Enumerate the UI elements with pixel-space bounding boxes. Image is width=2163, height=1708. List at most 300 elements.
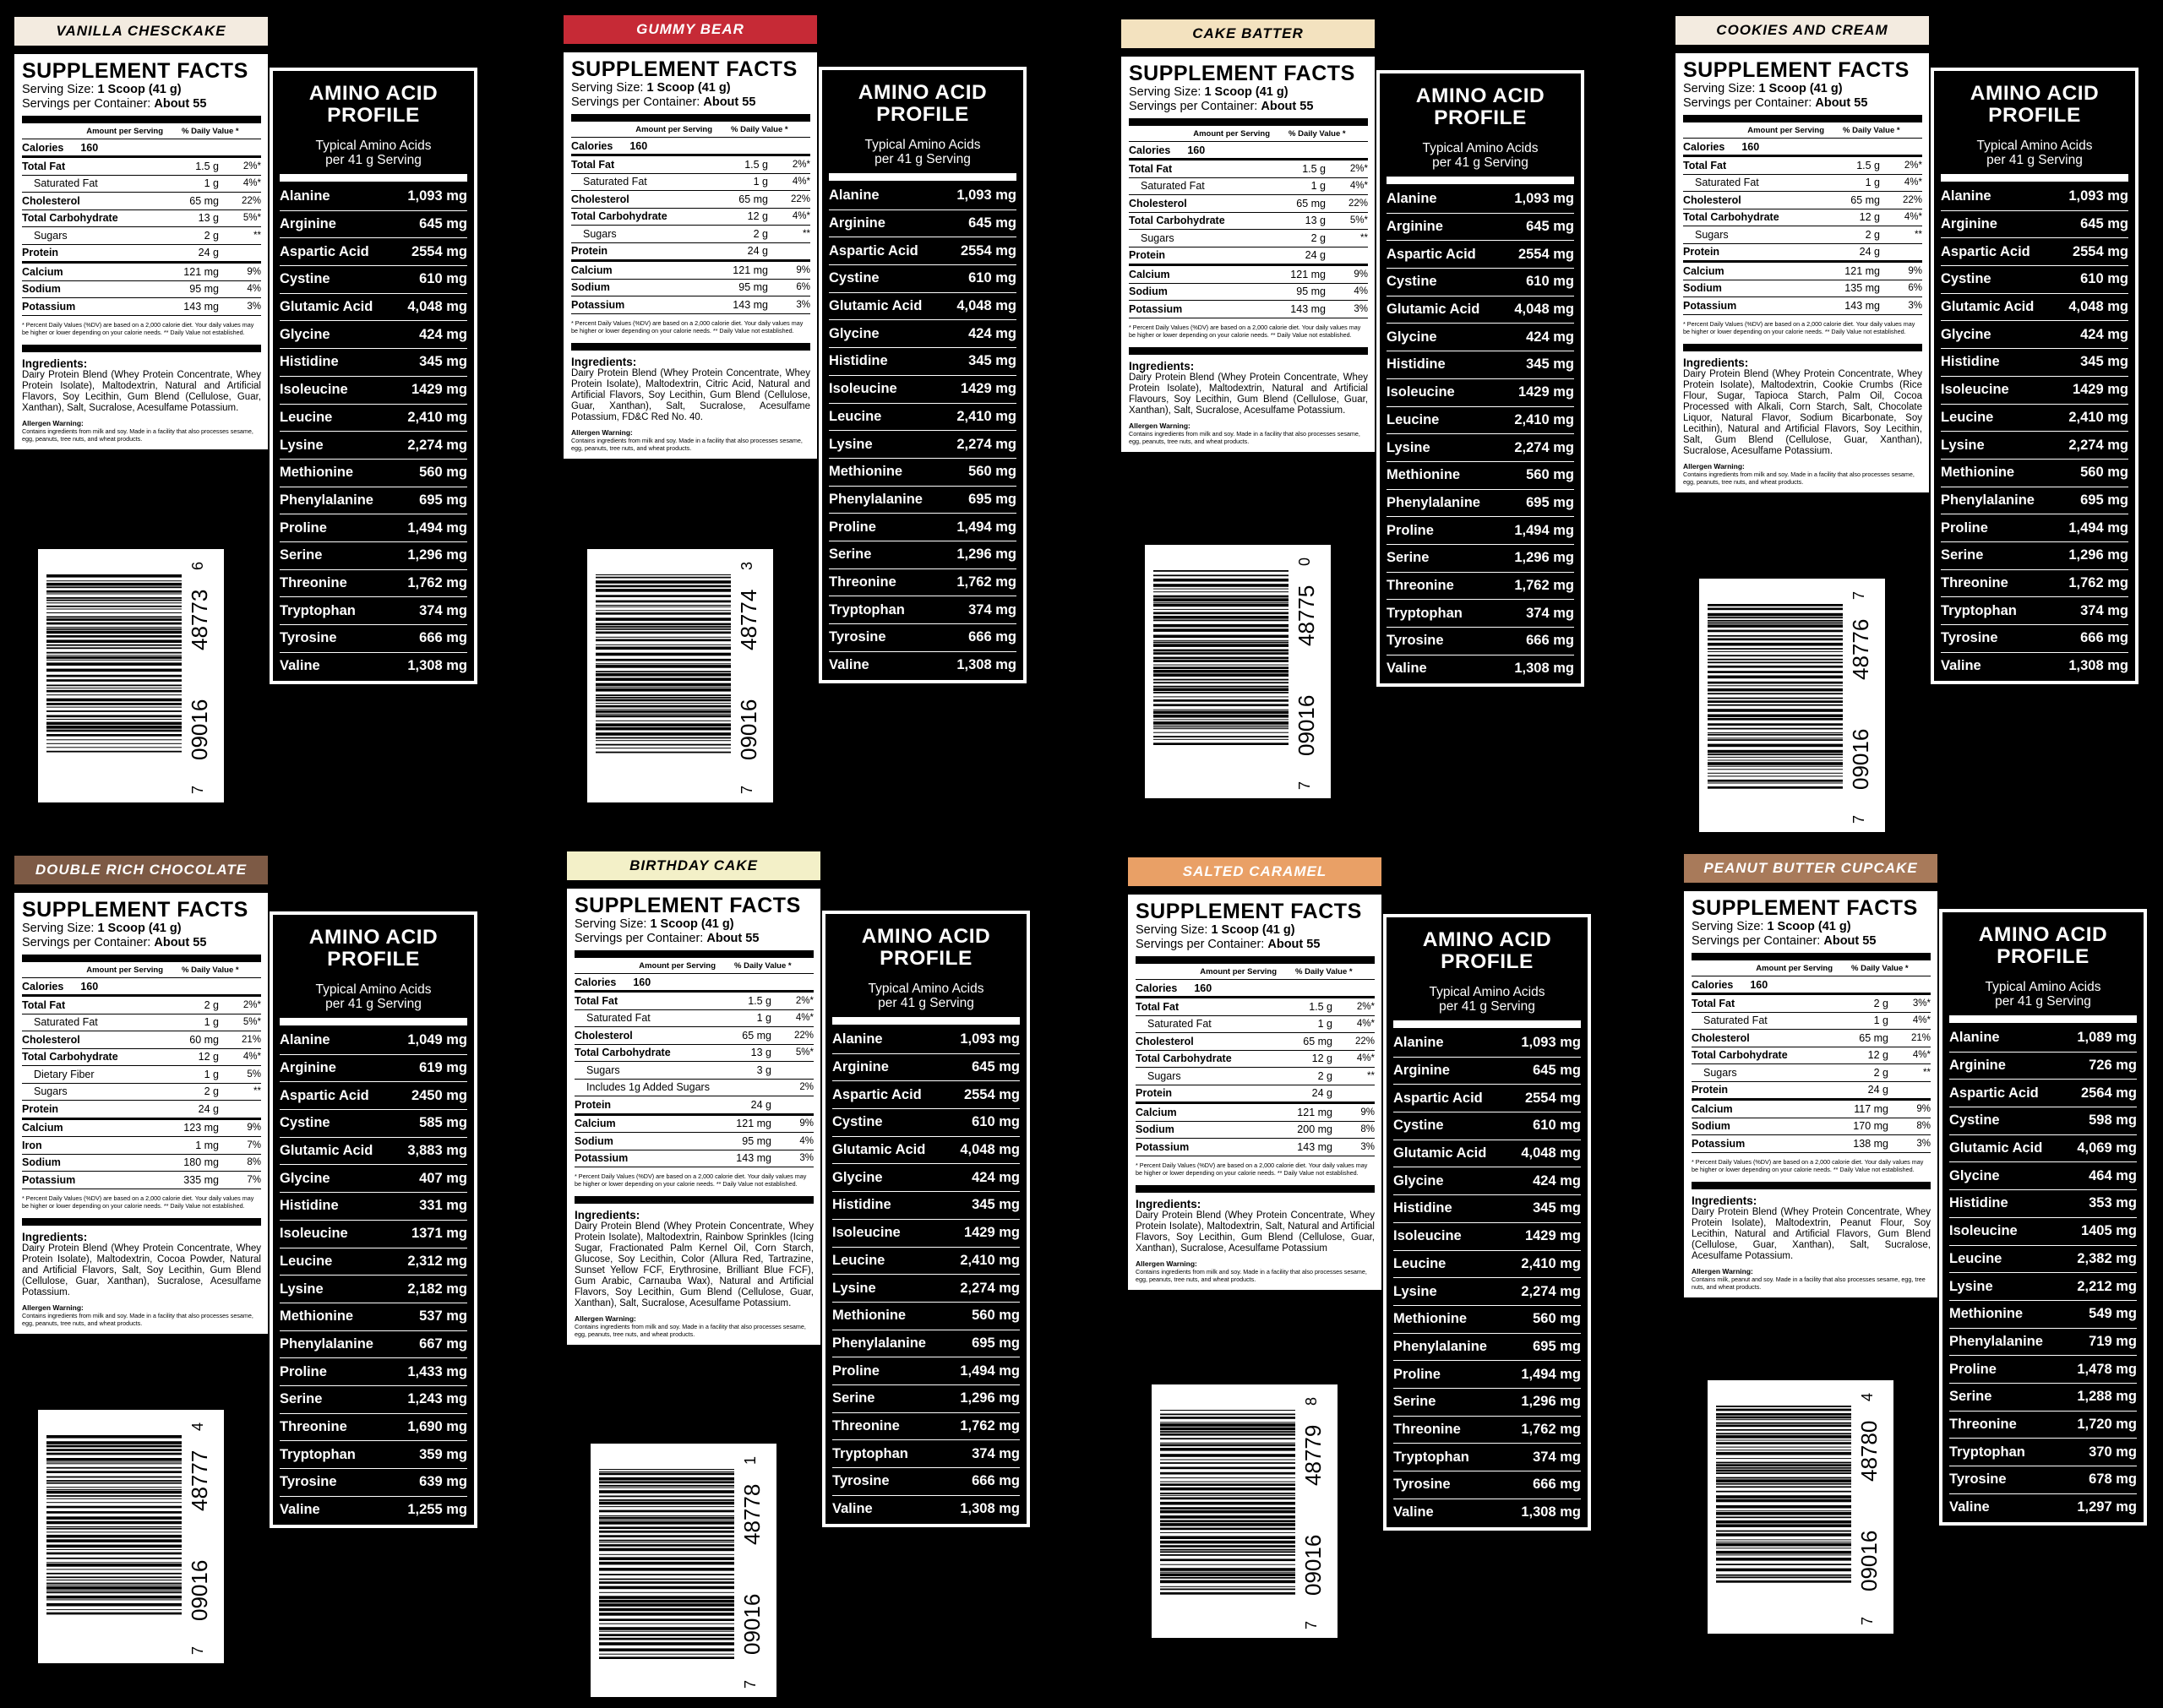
servings-label: Servings per Container: <box>571 95 700 109</box>
barcode-bar <box>46 656 182 659</box>
servings-label: Servings per Container: <box>575 932 704 945</box>
nutrient-label: Sodium <box>1683 282 1722 295</box>
amino-name: Glycine <box>829 325 880 341</box>
amino-value: 1,093 mg <box>1514 191 1574 207</box>
barcode-bar <box>1153 711 1289 715</box>
servings-value: About 55 <box>154 936 207 949</box>
barcode-bar <box>1716 1419 1851 1420</box>
nutrient-daily-value: 4%* <box>1912 1050 1931 1061</box>
amino-name: Aspartic Acid <box>1941 243 2030 259</box>
amino-name: Proline <box>829 519 876 535</box>
amino-value: 345 mg <box>968 353 1016 369</box>
nutrient-label: Cholesterol <box>1683 193 1741 206</box>
amino-name: Tyrosine <box>280 1474 337 1490</box>
column-header <box>22 123 261 139</box>
nutrient-daily-value: 22% <box>793 1030 814 1041</box>
barcode-bar <box>1716 1524 1851 1527</box>
nutrient-row <box>22 1120 261 1138</box>
amino-row <box>832 1303 1020 1330</box>
amino-name: Proline <box>1393 1366 1441 1382</box>
amino-row <box>829 237 1016 265</box>
amino-value: 424 mg <box>1526 329 1574 345</box>
nutrient-amount: 65 mg <box>1303 1035 1332 1047</box>
column-header <box>22 962 261 978</box>
nutrient-amount: 135 mg <box>1844 282 1880 295</box>
barcode-bar <box>599 1517 734 1520</box>
amino-name: Valine <box>829 657 869 673</box>
amino-name: Tyrosine <box>829 629 886 645</box>
amino-name: Leucine <box>1949 1250 2002 1266</box>
barcode-bar <box>599 1506 734 1507</box>
amino-value: 666 mg <box>1526 633 1574 649</box>
amino-row <box>829 596 1016 624</box>
barcode-digits: 09016 <box>187 1559 212 1621</box>
barcode-bar <box>46 1511 182 1514</box>
barcode-bar <box>46 722 182 726</box>
allergen-text: Contains ingredients from milk and soy. Made in a facility that also processes sesame, egg, peanuts, tree nuts, and wheat products. <box>22 1311 253 1327</box>
supplement-facts-title: SUPPLEMENT FACTS <box>571 57 798 81</box>
barcode-bar <box>46 639 182 643</box>
serving-size-value: 1 Scoop (41 g) <box>1204 85 1289 99</box>
amino-value: 3,883 mg <box>407 1143 467 1159</box>
nutrient-daily-value: 5%* <box>242 213 261 224</box>
amino-list <box>1393 1030 1581 1526</box>
amino-value: 2554 mg <box>2072 243 2128 259</box>
nutrient-amount: 117 mg <box>1854 1102 1888 1115</box>
amino-name: Cystine <box>1949 1112 2000 1129</box>
amino-subtitle-line: per 41 g Serving <box>1986 153 2083 167</box>
flavor-banner: COOKIES AND CREAM <box>1675 16 1929 45</box>
amino-row <box>1941 570 2128 598</box>
amino-row <box>832 1081 1020 1109</box>
nutrient-row <box>1136 1122 1375 1140</box>
ingredients-text: Dairy Protein Blend (Whey Protein Concentrate, Whey Protein Isolate), Maltodextrin, Natural and Artificial Flavours, Soy Lecithin, Gum Blend (Cellulose, Guar, Xanthan), Salt, Sucralose, Acesulfame Potassium. <box>1129 372 1368 416</box>
barcode-bar <box>46 1564 182 1567</box>
amino-row <box>1941 597 2128 625</box>
barcode-bar <box>1160 1510 1295 1514</box>
barcode-bar <box>1153 715 1289 718</box>
amino-value: 726 mg <box>2089 1058 2137 1074</box>
nutrient-amount: 24 g <box>747 245 768 258</box>
amino-name: Valine <box>1393 1504 1434 1520</box>
flavor-banner: DOUBLE RICH CHOCOLATE <box>14 856 268 884</box>
amino-value: 1,762 mg <box>1514 577 1574 593</box>
amino-row <box>1941 405 2128 432</box>
barcode-bar <box>46 730 182 732</box>
amino-value: 695 mg <box>1533 1338 1581 1354</box>
amino-title <box>822 82 1023 126</box>
barcode-bar <box>596 659 731 661</box>
nutrient-label: Total Fat <box>571 158 615 171</box>
column-header <box>1692 960 1931 976</box>
nutrient-amount: 143 mg <box>183 300 219 313</box>
nutrient-daily-value: 2%* <box>242 160 261 171</box>
divider <box>1129 118 1368 126</box>
serving-size-label: Serving Size: <box>575 917 647 931</box>
column-header <box>1136 964 1375 980</box>
barcode-bar <box>599 1531 734 1533</box>
nutrient-label: Sugars <box>1147 1069 1181 1082</box>
amino-title <box>1387 929 1588 973</box>
barcode-bar <box>596 663 731 664</box>
amino-name: Histidine <box>1949 1195 2008 1211</box>
nutrient-label: Cholesterol <box>1129 197 1187 209</box>
nutrient-daily-value: ** <box>1915 229 1922 240</box>
nutrient-daily-value: 3%* <box>1912 998 1931 1009</box>
amino-name: Aspartic Acid <box>1387 246 1476 262</box>
amino-row <box>1949 1301 2137 1329</box>
amino-subtitle-line: per 41 g Serving <box>1432 155 1528 170</box>
amino-row <box>280 597 467 625</box>
amino-name: Leucine <box>280 409 333 425</box>
nutrient-amount: 138 mg <box>1853 1137 1888 1150</box>
barcode-bar <box>46 1599 182 1600</box>
ingredients-heading: Ingredients: <box>1683 356 1749 369</box>
amino-value: 2554 mg <box>1517 246 1574 262</box>
ingredients-heading: Ingredients: <box>22 1230 88 1243</box>
allergen-heading: Allergen Warning: <box>22 1303 84 1312</box>
barcode-bar <box>46 586 182 588</box>
barcode-bar <box>1708 783 1843 784</box>
amino-value: 353 mg <box>2089 1195 2137 1211</box>
upc-barcode <box>1708 1380 1893 1634</box>
amino-subtitle-line: Typical Amino Acids <box>315 982 432 997</box>
barcode-bar <box>1716 1470 1851 1472</box>
nutrient-daily-value: 6% <box>1908 283 1922 294</box>
nutrient-row <box>571 243 810 263</box>
upc-barcode <box>587 549 773 802</box>
amino-value: 1,255 mg <box>407 1502 467 1518</box>
nutrient-amount: 2 g <box>1873 1066 1888 1079</box>
barcode-bar <box>1716 1554 1851 1555</box>
amino-value: 1,308 mg <box>960 1501 1020 1517</box>
barcode-bar <box>1708 682 1843 684</box>
barcode-bar <box>46 1491 182 1494</box>
amino-value: 1429 mg <box>960 381 1016 397</box>
barcode-bar <box>599 1471 734 1472</box>
amino-name: Arginine <box>1941 216 1997 232</box>
amino-name: Glutamic Acid <box>1387 302 1480 318</box>
barcode-bar <box>599 1613 734 1616</box>
nutrient-row <box>22 1172 261 1189</box>
nutrient-label: Total Carbohydrate <box>571 210 667 223</box>
nutrient-label: Potassium <box>1136 1140 1190 1153</box>
servings-per-container <box>1136 938 1375 952</box>
barcode-digits: 4 <box>189 1422 206 1431</box>
amino-name: Valine <box>1949 1499 1990 1515</box>
amino-value: 464 mg <box>2089 1167 2137 1183</box>
barcode-bar <box>1716 1569 1851 1572</box>
nutrient-daily-value: 4%* <box>1349 181 1368 192</box>
supplement-facts-panel <box>1675 53 1929 492</box>
amino-row <box>1393 1112 1581 1140</box>
barcode-bar <box>1708 635 1843 637</box>
amino-value: 1,433 mg <box>407 1363 467 1379</box>
amino-acid-profile <box>1383 914 1591 1531</box>
serving-size-value: 1 Scoop (41 g) <box>1211 923 1295 937</box>
daily-value-note: * Percent Daily Values (%DV) are based on a 2,000 calorie diet. Your daily values may be higher or lower depending on your calorie needs. ** Daily Value not established. <box>1136 1161 1375 1193</box>
calories-label: Calories <box>575 976 617 988</box>
divider <box>22 955 261 962</box>
barcode-bar <box>599 1586 734 1590</box>
amino-name: Arginine <box>280 1060 336 1076</box>
amino-value: 1,296 mg <box>960 1390 1020 1406</box>
amino-value: 1,308 mg <box>956 657 1016 673</box>
amino-name: Cystine <box>280 271 330 287</box>
amino-row <box>1949 1025 2137 1053</box>
amino-row <box>1387 407 1574 435</box>
amino-value: 1405 mg <box>2080 1223 2137 1239</box>
amino-value: 610 mg <box>1526 274 1574 290</box>
amino-value: 2,182 mg <box>407 1281 467 1297</box>
barcode-bar <box>46 662 182 666</box>
amino-subtitle-line: Typical Amino Acids <box>864 138 981 152</box>
nutrient-label: Total Fat <box>1692 997 1735 1009</box>
nutrient-row <box>1129 213 1368 231</box>
amino-name: Valine <box>832 1501 873 1517</box>
amino-row <box>1387 434 1574 462</box>
barcode-bar <box>46 1516 182 1520</box>
barcode-bar <box>1708 676 1843 679</box>
amino-value: 1,093 mg <box>960 1031 1020 1047</box>
amino-value: 2554 mg <box>960 242 1016 258</box>
amino-value: 560 mg <box>972 1308 1020 1324</box>
barcode-bar <box>1708 693 1843 694</box>
amino-value: 598 mg <box>2089 1112 2137 1129</box>
amino-value: 2,212 mg <box>2077 1278 2137 1294</box>
allergen-text: Contains milk, peanut and soy. Made in a facility that also processes sesame, egg, tree nuts, and wheat products. <box>1692 1275 1926 1291</box>
nutrient-amount: 1 g <box>204 1016 219 1029</box>
barcode-bar <box>1160 1507 1295 1509</box>
barcode-bar <box>599 1535 734 1537</box>
barcode-bar <box>599 1574 734 1575</box>
amino-name: Lysine <box>1941 437 1985 453</box>
servings-value: About 55 <box>1823 934 1877 948</box>
amino-subtitle-line: per 41 g Serving <box>1995 994 2091 1009</box>
amino-row <box>832 1413 1020 1441</box>
nutrient-label: Total Carbohydrate <box>1129 215 1225 227</box>
amino-row <box>1393 1278 1581 1306</box>
nutrient-amount: 335 mg <box>183 1173 219 1186</box>
barcode-bar <box>1160 1472 1295 1475</box>
nutrient-daily-value: 6% <box>796 282 810 293</box>
nutrient-daily-value: 4%* <box>795 1013 814 1024</box>
barcode-bar <box>46 1449 182 1451</box>
nutrient-label: Total Fat <box>575 994 618 1007</box>
barcode-bar <box>1160 1460 1295 1461</box>
nutrient-label: Potassium <box>1683 299 1737 312</box>
servings-label: Servings per Container: <box>1683 96 1812 110</box>
amino-value: 4,048 mg <box>1514 302 1574 318</box>
amino-title-line: AMINO ACID <box>308 82 439 105</box>
amino-row <box>1387 655 1574 683</box>
amino-name: Threonine <box>1941 574 2008 590</box>
barcode-bar <box>1716 1495 1851 1499</box>
barcode-bar <box>596 595 731 597</box>
amino-value: 1429 mg <box>1517 384 1574 400</box>
amino-name: Proline <box>832 1363 880 1379</box>
barcode-bar <box>46 647 182 649</box>
barcode-bar <box>46 1609 182 1610</box>
ingredients-heading: Ingredients: <box>575 1209 640 1221</box>
barcode-digits: 09016 <box>736 699 761 760</box>
barcode-bar <box>596 671 731 672</box>
amino-row <box>1941 266 2128 294</box>
amino-name: Lysine <box>280 1281 324 1297</box>
amino-value: 1,093 mg <box>407 188 467 204</box>
amino-name: Methionine <box>1941 465 2015 481</box>
amino-value: 667 mg <box>419 1335 467 1352</box>
flavor-banner: GUMMY BEAR <box>564 15 817 44</box>
supplement-facts-panel <box>567 889 820 1345</box>
calories-label: Calories <box>1683 141 1725 153</box>
nutrient-row <box>575 1062 814 1080</box>
amino-value: 1429 mg <box>411 382 467 398</box>
nutrient-row <box>1692 1135 1931 1153</box>
barcode-bar <box>1708 604 1843 607</box>
nutrient-amount: 2 g <box>204 1085 219 1098</box>
amino-name: Isoleucine <box>1941 382 2009 398</box>
barcode-bar <box>46 1482 182 1484</box>
barcode-bar <box>1716 1406 1851 1407</box>
barcode-bar <box>1153 640 1289 641</box>
serving-size-value: 1 Scoop (41 g) <box>97 922 182 935</box>
barcode-bar <box>599 1581 734 1584</box>
barcode-bar <box>599 1638 734 1640</box>
barcode-bar <box>1160 1444 1295 1447</box>
upc-barcode <box>591 1444 776 1697</box>
barcode-bar <box>1716 1464 1851 1466</box>
amino-name: Histidine <box>280 354 339 370</box>
nutrient-daily-value: 22% <box>1354 1036 1375 1047</box>
amino-name: Lysine <box>832 1280 876 1296</box>
barcode-digits: 4 <box>1859 1392 1876 1401</box>
amino-row <box>832 1137 1020 1165</box>
barcode-bar <box>599 1608 734 1612</box>
amino-title-line: AMINO ACID <box>1422 928 1552 951</box>
nutrient-label: Dietary Fiber <box>34 1068 95 1080</box>
barcode-bar <box>46 1458 182 1461</box>
nutrient-list <box>575 993 814 1167</box>
nutrient-row <box>1683 226 1922 244</box>
amino-value: 2,274 mg <box>407 437 467 453</box>
barcode-bar <box>1160 1431 1295 1433</box>
amino-row <box>1387 351 1574 379</box>
barcode-digits: 1 <box>742 1455 759 1465</box>
barcode-bar <box>46 715 182 718</box>
nutrient-amount: 12 g <box>1867 1049 1888 1062</box>
nutrient-amount: 12 g <box>747 210 768 223</box>
amino-row <box>1387 296 1574 324</box>
amino-name: Alanine <box>832 1031 883 1047</box>
supplement-facts-panel <box>14 54 268 449</box>
amino-value: 645 mg <box>972 1059 1020 1075</box>
amino-value: 374 mg <box>972 1445 1020 1461</box>
barcode-bar <box>46 609 182 610</box>
barcode-bar <box>596 683 731 687</box>
amino-row <box>280 1276 467 1303</box>
amino-subtitle-line: Typical Amino Acids <box>315 139 432 153</box>
barcode-bar <box>596 574 731 575</box>
barcode-bar <box>1716 1467 1851 1469</box>
amino-row <box>280 1165 467 1193</box>
amino-acid-profile <box>1376 70 1584 687</box>
nutrient-amount: 1.5 g <box>1856 159 1880 171</box>
barcode-bar <box>1708 624 1843 628</box>
barcode-bar <box>599 1600 734 1603</box>
barcode-bar <box>596 697 731 699</box>
barcode-bar <box>46 747 182 748</box>
calories-value: 160 <box>80 981 99 993</box>
nutrient-row <box>1129 284 1368 302</box>
amino-value: 666 mg <box>968 629 1016 645</box>
serving-size <box>1136 923 1375 938</box>
amino-value: 695 mg <box>2080 492 2128 508</box>
flavor-panel-0 <box>0 0 541 854</box>
nutrient-daily-value: 4%* <box>1356 1053 1375 1064</box>
amino-row <box>280 460 467 487</box>
nutrient-row <box>1129 160 1368 178</box>
amino-value: 2,410 mg <box>960 1252 1020 1268</box>
barcode-bar <box>1160 1488 1295 1491</box>
amino-row <box>280 487 467 515</box>
servings-per-container <box>575 932 814 946</box>
amino-row <box>1387 573 1574 601</box>
barcode-bar <box>1153 628 1289 632</box>
amino-row <box>1393 1361 1581 1389</box>
amino-row <box>832 1496 1020 1523</box>
amino-row <box>1393 1417 1581 1444</box>
amino-name: Threonine <box>280 1418 347 1434</box>
nutrient-row <box>575 1116 814 1134</box>
amino-row <box>1941 321 2128 349</box>
amino-name: Tyrosine <box>1387 633 1444 649</box>
serving-size <box>1129 85 1368 100</box>
amino-row <box>829 459 1016 487</box>
nutrient-row <box>22 245 261 264</box>
barcode-bar <box>1708 760 1843 761</box>
amino-list <box>1387 186 1574 682</box>
amino-name: Lysine <box>280 437 324 453</box>
barcode-bar <box>596 705 731 708</box>
amino-row <box>829 348 1016 376</box>
amino-value: 374 mg <box>1533 1449 1581 1465</box>
barcode-bar <box>46 751 182 753</box>
amino-subtitle-line: Typical Amino Acids <box>868 982 984 996</box>
barcode-bar <box>596 580 731 584</box>
nutrient-label: Calcium <box>22 265 63 278</box>
barcode-bar <box>46 627 182 628</box>
barcode-bar <box>599 1481 734 1483</box>
amino-name: Aspartic Acid <box>1393 1090 1483 1106</box>
nutrient-label: Potassium <box>1692 1137 1746 1150</box>
amino-row <box>1949 1162 2137 1190</box>
amino-row <box>280 653 467 680</box>
divider <box>1136 956 1375 964</box>
nutrient-daily-value: 4%* <box>792 211 810 222</box>
amino-row <box>1949 1494 2137 1521</box>
barcode-digits: 48779 <box>1300 1424 1326 1486</box>
amino-acid-profile <box>1931 68 2138 684</box>
serving-size <box>571 81 810 95</box>
barcode-bar <box>1160 1438 1295 1439</box>
amino-value: 1,762 mg <box>960 1417 1020 1433</box>
amino-row <box>1941 377 2128 405</box>
amino-value: 424 mg <box>419 326 467 342</box>
barcode-bar <box>46 1531 182 1532</box>
nutrient-amount: 24 g <box>1859 246 1880 258</box>
nutrient-row <box>1136 1016 1375 1034</box>
